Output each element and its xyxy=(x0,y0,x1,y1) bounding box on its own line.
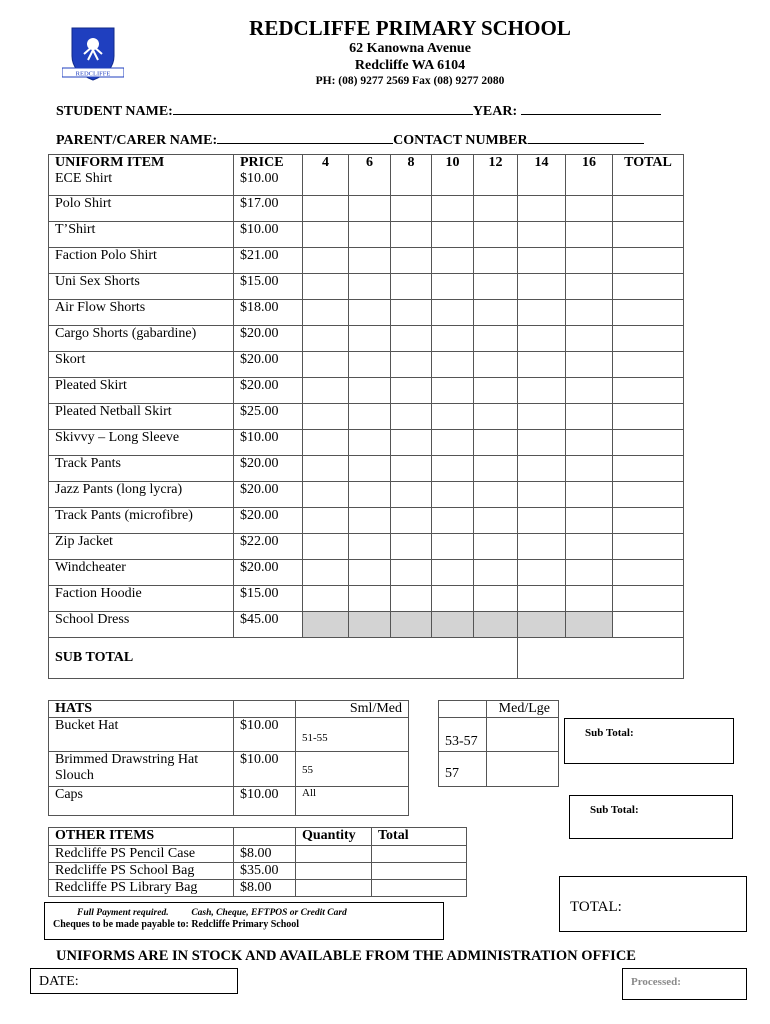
total-input[interactable] xyxy=(372,846,467,863)
uniform-order-table xyxy=(48,154,684,679)
size-quantity-cell[interactable] xyxy=(518,222,566,248)
row-total-cell[interactable] xyxy=(613,612,684,638)
hat-size-input[interactable] xyxy=(487,752,559,787)
size-quantity-cell[interactable] xyxy=(303,274,349,300)
size-heading: 10 xyxy=(432,155,474,172)
uniform-item-price: $10.00 xyxy=(234,171,303,196)
other-item-name: Redcliffe PS Pencil Case xyxy=(49,846,234,863)
size-quantity-cell[interactable] xyxy=(474,248,518,274)
size-quantity-cell[interactable] xyxy=(474,534,518,560)
size-quantity-cell[interactable] xyxy=(303,456,349,482)
stock-notice: UNIFORMS ARE IN STOCK AND AVAILABLE FROM THE ADMINISTRATION OFFICE xyxy=(56,948,636,964)
size-quantity-cell[interactable] xyxy=(349,456,391,482)
size-quantity-cell[interactable] xyxy=(432,430,474,456)
size-quantity-cell[interactable] xyxy=(566,430,613,456)
size-quantity-cell[interactable] xyxy=(349,248,391,274)
row-total-cell[interactable] xyxy=(613,248,684,274)
size-quantity-cell[interactable] xyxy=(432,534,474,560)
size-quantity-cell[interactable] xyxy=(432,586,474,612)
uniform-row xyxy=(49,300,684,326)
uniform-item-name: Skivvy – Long Sleeve xyxy=(49,430,234,456)
hat-size-input[interactable] xyxy=(296,787,409,816)
size-heading: 16 xyxy=(566,155,613,172)
size-quantity-cell[interactable] xyxy=(566,508,613,534)
hat-price: $10.00 xyxy=(234,718,296,752)
date-label: DATE: xyxy=(39,974,79,989)
size-quantity-cell[interactable] xyxy=(391,326,432,352)
uniform-item-name: Polo Shirt xyxy=(49,196,234,222)
total-heading: Total xyxy=(372,828,467,846)
size-quantity-cell[interactable] xyxy=(518,196,566,222)
row-total-cell[interactable] xyxy=(613,222,684,248)
other-items-heading: OTHER ITEMS xyxy=(49,828,234,846)
payment-info-box xyxy=(44,902,444,940)
size-quantity-cell[interactable] xyxy=(303,612,349,638)
row-total-cell[interactable] xyxy=(613,300,684,326)
school-crest-logo xyxy=(62,26,124,82)
total-input[interactable] xyxy=(372,863,467,880)
uniform-item-price: $45.00 xyxy=(234,612,303,638)
size-quantity-cell[interactable] xyxy=(349,196,391,222)
uniform-item-price: $25.00 xyxy=(234,404,303,430)
row-total-cell[interactable] xyxy=(613,171,684,196)
uniform-item-heading: UNIFORM ITEM xyxy=(49,155,234,172)
uniform-item-price: $21.00 xyxy=(234,248,303,274)
uniform-row xyxy=(49,430,684,456)
size-quantity-cell[interactable] xyxy=(303,222,349,248)
size-quantity-cell[interactable] xyxy=(303,248,349,274)
size-quantity-cell[interactable] xyxy=(349,482,391,508)
uniform-item-price: $17.00 xyxy=(234,196,303,222)
size-quantity-cell[interactable] xyxy=(391,378,432,404)
size-quantity-cell[interactable] xyxy=(474,352,518,378)
size-heading: 4 xyxy=(303,155,349,172)
size-quantity-cell[interactable] xyxy=(303,404,349,430)
uniform-item-name: Track Pants xyxy=(49,456,234,482)
student-name-label: STUDENT NAME: xyxy=(56,104,173,119)
uniform-item-price: $10.00 xyxy=(234,430,303,456)
hat-size: All xyxy=(302,787,317,799)
total-heading: TOTAL xyxy=(613,155,684,172)
row-total-cell[interactable] xyxy=(613,560,684,586)
size-quantity-cell[interactable] xyxy=(349,352,391,378)
hat-size: 53-57 xyxy=(439,718,487,752)
uniform-item-price: $20.00 xyxy=(234,352,303,378)
size-quantity-cell[interactable] xyxy=(566,482,613,508)
hat-name: Brimmed Drawstring Hat Slouch xyxy=(49,752,234,787)
size-quantity-cell[interactable] xyxy=(432,352,474,378)
size-quantity-cell[interactable] xyxy=(518,456,566,482)
size-quantity-cell[interactable] xyxy=(303,196,349,222)
size-quantity-cell[interactable] xyxy=(518,612,566,638)
hats-heading: HATS xyxy=(49,701,234,718)
size-quantity-cell[interactable] xyxy=(349,378,391,404)
full-payment-text: Full Payment required. xyxy=(77,908,169,918)
row-total-cell[interactable] xyxy=(613,508,684,534)
size-heading: 6 xyxy=(349,155,391,172)
uniform-row xyxy=(49,586,684,612)
uniform-item-name: Cargo Shorts (gabardine) xyxy=(49,326,234,352)
size-quantity-cell[interactable] xyxy=(566,456,613,482)
size-quantity-cell[interactable] xyxy=(518,404,566,430)
uniform-item-name: School Dress xyxy=(49,612,234,638)
size-quantity-cell[interactable] xyxy=(474,612,518,638)
uniform-item-name: Air Flow Shorts xyxy=(49,300,234,326)
size-quantity-cell[interactable] xyxy=(349,534,391,560)
grand-total-label: TOTAL: xyxy=(570,899,622,915)
size-quantity-cell[interactable] xyxy=(432,300,474,326)
size-quantity-cell[interactable] xyxy=(518,326,566,352)
hat-price: $10.00 xyxy=(234,787,296,816)
size-quantity-cell[interactable] xyxy=(566,196,613,222)
school-name: REDCLIFFE PRIMARY SCHOOL xyxy=(249,16,571,40)
uniform-row xyxy=(49,378,684,404)
size-quantity-cell[interactable] xyxy=(432,560,474,586)
size-quantity-cell[interactable] xyxy=(303,300,349,326)
size-quantity-cell[interactable] xyxy=(474,326,518,352)
uniform-item-price: $20.00 xyxy=(234,378,303,404)
size-quantity-cell[interactable] xyxy=(432,274,474,300)
size-quantity-cell[interactable] xyxy=(432,482,474,508)
size-quantity-cell[interactable] xyxy=(518,560,566,586)
size-quantity-cell[interactable] xyxy=(303,352,349,378)
processed-label: Processed: xyxy=(631,976,681,988)
uniform-row xyxy=(49,326,684,352)
other-items-table xyxy=(48,827,467,897)
size-quantity-cell[interactable] xyxy=(474,586,518,612)
size-quantity-cell[interactable] xyxy=(518,430,566,456)
size-quantity-cell[interactable] xyxy=(518,352,566,378)
uniform-row xyxy=(49,612,684,638)
uniform-item-name: Skort xyxy=(49,352,234,378)
size-quantity-cell[interactable] xyxy=(303,171,349,196)
size-quantity-cell[interactable] xyxy=(474,378,518,404)
size-quantity-cell[interactable] xyxy=(566,248,613,274)
size-quantity-cell[interactable] xyxy=(391,171,432,196)
uniform-row xyxy=(49,171,684,196)
size-quantity-cell[interactable] xyxy=(518,274,566,300)
parent-name-field[interactable] xyxy=(56,130,644,149)
uniform-item-name: Faction Polo Shirt xyxy=(49,248,234,274)
size-quantity-cell[interactable] xyxy=(474,171,518,196)
hat-size: 57 xyxy=(439,752,487,787)
uniform-item-name: Jazz Pants (long lycra) xyxy=(49,482,234,508)
size-heading: 8 xyxy=(391,155,432,172)
hats-subtotal-box-1[interactable]: Sub Total: xyxy=(564,718,734,764)
uniform-row xyxy=(49,222,684,248)
size-quantity-cell[interactable] xyxy=(349,612,391,638)
size-quantity-cell[interactable] xyxy=(349,171,391,196)
quantity-heading: Quantity xyxy=(296,828,372,846)
uniform-item-name: Windcheater xyxy=(49,560,234,586)
size-quantity-cell[interactable] xyxy=(566,274,613,300)
size-quantity-cell[interactable] xyxy=(432,456,474,482)
uniform-item-price: $20.00 xyxy=(234,326,303,352)
size-quantity-cell[interactable] xyxy=(474,300,518,326)
hats-table xyxy=(48,700,409,816)
size-quantity-cell[interactable] xyxy=(391,586,432,612)
size-quantity-cell[interactable] xyxy=(518,508,566,534)
size-quantity-cell[interactable] xyxy=(391,482,432,508)
other-item-name: Redcliffe PS Library Bag xyxy=(49,880,234,897)
uniform-item-price: $22.00 xyxy=(234,534,303,560)
uniform-item-name: Pleated Netball Skirt xyxy=(49,404,234,430)
student-name-field[interactable] xyxy=(56,101,661,120)
size-quantity-cell[interactable] xyxy=(391,508,432,534)
other-item-name: Redcliffe PS School Bag xyxy=(49,863,234,880)
size-quantity-cell[interactable] xyxy=(474,274,518,300)
price-heading: PRICE xyxy=(234,155,303,172)
uniform-row xyxy=(49,482,684,508)
size-quantity-cell[interactable] xyxy=(432,326,474,352)
size-quantity-cell[interactable] xyxy=(566,560,613,586)
size-quantity-cell[interactable] xyxy=(303,560,349,586)
med-lge-heading: Med/Lge xyxy=(487,701,559,718)
size-quantity-cell[interactable] xyxy=(432,612,474,638)
size-heading: 12 xyxy=(474,155,518,172)
size-quantity-cell[interactable] xyxy=(303,482,349,508)
size-quantity-cell[interactable] xyxy=(566,378,613,404)
processed-box[interactable] xyxy=(622,968,747,1000)
uniform-item-name: Uni Sex Shorts xyxy=(49,274,234,300)
size-quantity-cell[interactable] xyxy=(391,612,432,638)
size-quantity-cell[interactable] xyxy=(391,300,432,326)
subtotal-row xyxy=(49,638,684,679)
size-quantity-cell[interactable] xyxy=(303,534,349,560)
size-quantity-cell[interactable] xyxy=(349,222,391,248)
uniform-item-price: $18.00 xyxy=(234,300,303,326)
hat-size-input[interactable] xyxy=(296,752,409,787)
size-quantity-cell[interactable] xyxy=(432,378,474,404)
other-item-price: $8.00 xyxy=(234,880,296,897)
size-heading: 14 xyxy=(518,155,566,172)
row-total-cell[interactable] xyxy=(613,274,684,300)
size-quantity-cell[interactable] xyxy=(432,508,474,534)
size-quantity-cell[interactable] xyxy=(474,560,518,586)
uniform-row xyxy=(49,274,684,300)
uniform-item-price: $15.00 xyxy=(234,586,303,612)
size-quantity-cell[interactable] xyxy=(349,508,391,534)
uniform-item-name: Track Pants (microfibre) xyxy=(49,508,234,534)
payment-methods-text: Cash, Cheque, EFTPOS or Credit Card xyxy=(191,908,347,918)
size-quantity-cell[interactable] xyxy=(349,300,391,326)
size-quantity-cell[interactable] xyxy=(391,352,432,378)
quantity-input[interactable] xyxy=(296,846,372,863)
size-quantity-cell[interactable] xyxy=(349,586,391,612)
size-quantity-cell[interactable] xyxy=(391,274,432,300)
size-quantity-cell[interactable] xyxy=(391,222,432,248)
grand-total-box[interactable] xyxy=(559,876,747,932)
hat-name: Caps xyxy=(49,787,234,816)
size-quantity-cell[interactable] xyxy=(566,222,613,248)
size-quantity-cell[interactable] xyxy=(518,586,566,612)
size-quantity-cell[interactable] xyxy=(566,326,613,352)
size-quantity-cell[interactable] xyxy=(349,326,391,352)
uniform-item-name: Faction Hoodie xyxy=(49,586,234,612)
other-item-price: $35.00 xyxy=(234,863,296,880)
row-total-cell[interactable] xyxy=(613,586,684,612)
size-quantity-cell[interactable] xyxy=(303,586,349,612)
size-quantity-cell[interactable] xyxy=(474,222,518,248)
size-quantity-cell[interactable] xyxy=(474,456,518,482)
size-quantity-cell[interactable] xyxy=(391,430,432,456)
uniform-row xyxy=(49,248,684,274)
row-total-cell[interactable] xyxy=(613,482,684,508)
size-quantity-cell[interactable] xyxy=(566,404,613,430)
hat-size: 55 xyxy=(302,764,313,776)
size-quantity-cell[interactable] xyxy=(303,378,349,404)
size-quantity-cell[interactable] xyxy=(518,300,566,326)
uniform-item-name: Pleated Skirt xyxy=(49,378,234,404)
row-total-cell[interactable] xyxy=(613,430,684,456)
hat-name: Bucket Hat xyxy=(49,718,234,752)
sml-med-heading: Sml/Med xyxy=(296,701,409,718)
parent-name-label: PARENT/CARER NAME: xyxy=(56,133,218,148)
total-input[interactable] xyxy=(372,880,467,897)
quantity-input[interactable] xyxy=(296,880,372,897)
size-quantity-cell[interactable] xyxy=(432,248,474,274)
uniform-item-name: Zip Jacket xyxy=(49,534,234,560)
contact-number-label: CONTACT NUMBER xyxy=(393,133,528,148)
uniform-item-price: $20.00 xyxy=(234,508,303,534)
size-quantity-cell[interactable] xyxy=(432,222,474,248)
row-total-cell[interactable] xyxy=(613,534,684,560)
svg-text:REDCLIFFE: REDCLIFFE xyxy=(75,70,111,78)
size-quantity-cell[interactable] xyxy=(349,560,391,586)
row-total-cell[interactable] xyxy=(613,326,684,352)
year-label: YEAR: xyxy=(472,104,518,119)
quantity-input[interactable] xyxy=(296,863,372,880)
size-quantity-cell[interactable] xyxy=(391,196,432,222)
hats-subtotal-box-2[interactable]: Sub Total: xyxy=(569,795,733,839)
size-quantity-cell[interactable] xyxy=(474,196,518,222)
size-quantity-cell[interactable] xyxy=(391,456,432,482)
size-quantity-cell[interactable] xyxy=(518,534,566,560)
uniform-item-price: $20.00 xyxy=(234,456,303,482)
row-total-cell[interactable] xyxy=(613,456,684,482)
uniform-row xyxy=(49,352,684,378)
size-quantity-cell[interactable] xyxy=(303,326,349,352)
size-quantity-cell[interactable] xyxy=(391,534,432,560)
uniform-item-price: $15.00 xyxy=(234,274,303,300)
uniform-row xyxy=(49,196,684,222)
phone-fax: PH: (08) 9277 2569 Fax (08) 9277 2080 xyxy=(315,75,505,87)
size-quantity-cell[interactable] xyxy=(432,171,474,196)
uniform-item-price: $20.00 xyxy=(234,560,303,586)
size-quantity-cell[interactable] xyxy=(474,508,518,534)
size-quantity-cell[interactable] xyxy=(349,430,391,456)
size-quantity-cell[interactable] xyxy=(474,404,518,430)
subtotal-label: SUB TOTAL xyxy=(49,638,303,679)
size-quantity-cell[interactable] xyxy=(518,171,566,196)
size-quantity-cell[interactable] xyxy=(518,378,566,404)
uniform-item-price: $20.00 xyxy=(234,482,303,508)
size-quantity-cell[interactable] xyxy=(303,508,349,534)
size-quantity-cell[interactable] xyxy=(391,404,432,430)
size-quantity-cell[interactable] xyxy=(566,534,613,560)
hat-size: 51-55 xyxy=(302,732,328,744)
other-item-price: $8.00 xyxy=(234,846,296,863)
address-line-1: 62 Kanowna Avenue xyxy=(349,41,471,56)
size-quantity-cell[interactable] xyxy=(303,430,349,456)
med-lge-table xyxy=(438,700,559,787)
size-quantity-cell[interactable] xyxy=(518,482,566,508)
size-quantity-cell[interactable] xyxy=(391,248,432,274)
size-quantity-cell[interactable] xyxy=(432,404,474,430)
uniform-row xyxy=(49,508,684,534)
uniform-header-row xyxy=(49,155,684,172)
uniform-row xyxy=(49,560,684,586)
hat-size-input[interactable] xyxy=(296,718,409,752)
row-total-cell[interactable] xyxy=(613,196,684,222)
cheques-payable-text: Cheques to be made payable to: Redcliffe Primary School xyxy=(53,919,300,930)
hat-size-input[interactable] xyxy=(487,718,559,752)
size-quantity-cell[interactable] xyxy=(474,430,518,456)
date-field[interactable] xyxy=(30,968,238,994)
row-total-cell[interactable] xyxy=(613,378,684,404)
uniform-item-price: $10.00 xyxy=(234,222,303,248)
uniform-row xyxy=(49,404,684,430)
size-quantity-cell[interactable] xyxy=(566,612,613,638)
subtotal-cell[interactable] xyxy=(518,638,684,679)
row-total-cell[interactable] xyxy=(613,404,684,430)
uniform-row xyxy=(49,534,684,560)
size-quantity-cell[interactable] xyxy=(474,482,518,508)
size-quantity-cell[interactable] xyxy=(566,586,613,612)
row-total-cell[interactable] xyxy=(613,352,684,378)
size-quantity-cell[interactable] xyxy=(566,352,613,378)
size-quantity-cell[interactable] xyxy=(566,300,613,326)
size-quantity-cell[interactable] xyxy=(566,171,613,196)
size-quantity-cell[interactable] xyxy=(349,404,391,430)
uniform-row xyxy=(49,456,684,482)
size-quantity-cell[interactable] xyxy=(391,560,432,586)
size-quantity-cell[interactable] xyxy=(349,274,391,300)
size-quantity-cell[interactable] xyxy=(432,196,474,222)
size-quantity-cell[interactable] xyxy=(518,248,566,274)
uniform-item-name: ECE Shirt xyxy=(49,171,234,196)
hat-price: $10.00 xyxy=(234,752,296,787)
uniform-item-name: T’Shirt xyxy=(49,222,234,248)
address-line-2: Redcliffe WA 6104 xyxy=(354,58,466,73)
